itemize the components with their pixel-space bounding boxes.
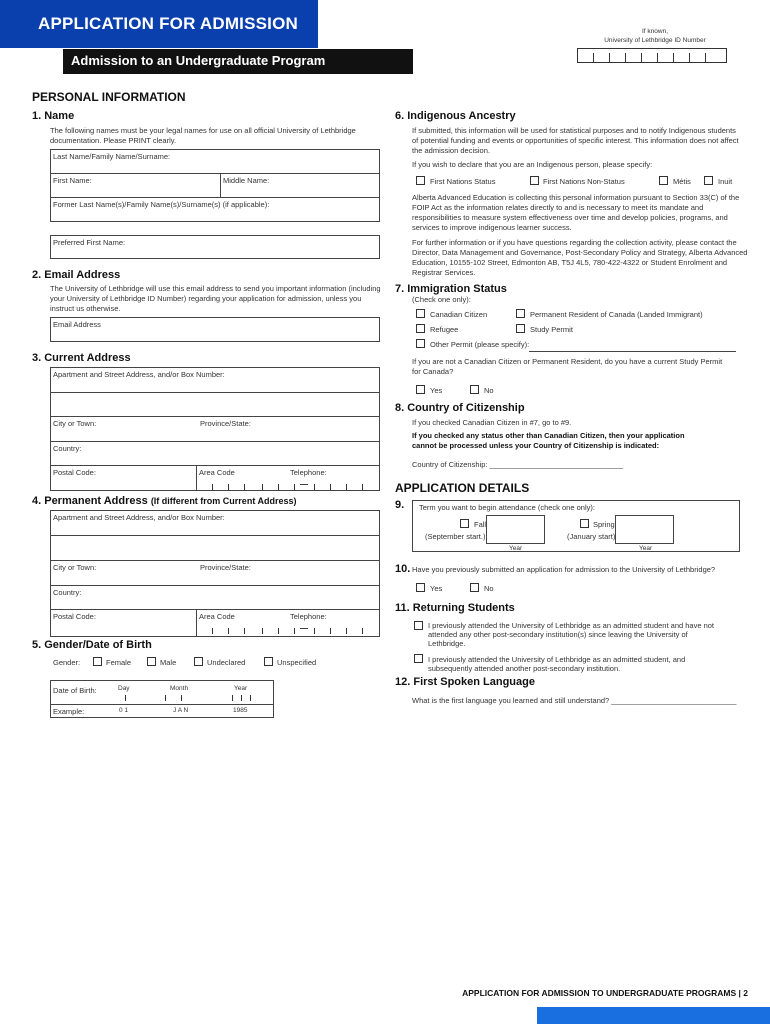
current-city-field[interactable]: City or Town: xyxy=(53,419,97,428)
divider xyxy=(50,535,380,536)
digit-divider xyxy=(262,484,263,490)
page-title: APPLICATION FOR ADMISSION xyxy=(38,14,298,33)
digit-divider xyxy=(278,484,279,490)
spring-checkbox[interactable] xyxy=(580,519,589,528)
first-name-field[interactable]: First Name: xyxy=(53,176,92,185)
divider xyxy=(50,392,380,393)
permanent-street-field[interactable]: Apartment and Street Address, and/or Box Number: xyxy=(53,513,225,522)
id-digit-divider xyxy=(705,53,706,62)
q2-text-line: your University of Lethbridge ID Number) regarding your application for admission, unless you xyxy=(50,294,362,303)
contact-line: Registrar Services. xyxy=(412,268,476,277)
divider xyxy=(196,465,197,491)
divider xyxy=(50,585,380,586)
gender-label: Gender: xyxy=(53,658,81,667)
digit-divider xyxy=(244,484,245,490)
foip-line: responsibilities to measure system effectiveness over time and develop policies, programs, and xyxy=(412,213,728,222)
q6-text-line: If submitted, this information will be used for statistical purposes and to notify Indigenous students xyxy=(412,126,736,135)
contact-line: Education, 10155-102 Street, Edmonton AB, T5J 4L5, 780-422-4322 or Student Enrolment and xyxy=(412,258,728,267)
last-name-field[interactable]: Last Name/Family Name/Surname: xyxy=(53,152,171,161)
current-postal-field[interactable]: Postal Code: xyxy=(53,468,96,477)
q6-heading: 6. Indigenous Ancestry xyxy=(395,110,516,122)
undeclared-checkbox[interactable] xyxy=(194,657,203,666)
id-label-line-2: University of Lethbridge ID Number xyxy=(604,37,706,44)
fall-sub-label: (September start.) xyxy=(425,532,486,541)
q4-heading xyxy=(32,495,297,507)
returning-with-other-checkbox[interactable] xyxy=(414,654,423,663)
q7-heading: 7. Immigration Status xyxy=(395,283,507,295)
q8-heading: 8. Country of Citizenship xyxy=(395,402,525,414)
permit-yes-checkbox[interactable] xyxy=(416,385,425,394)
divider xyxy=(50,704,274,705)
footer-bar xyxy=(537,1007,770,1024)
q4-title: 4. Permanent Address xyxy=(32,495,148,507)
digit-divider xyxy=(278,628,279,634)
term-instruction: Term you want to begin attendance (check one only): xyxy=(419,503,595,512)
fall-year-label: Year xyxy=(509,545,523,552)
returning-line: I previously attended the University of Lethbridge as an admitted student and have not xyxy=(428,621,715,630)
example-year: 1985 xyxy=(233,707,248,714)
undeclared-label: Undeclared xyxy=(207,658,246,667)
spring-label: Spring xyxy=(593,520,615,529)
inuit-checkbox[interactable] xyxy=(704,176,713,185)
previous-app-yes-checkbox[interactable] xyxy=(416,583,425,592)
id-digit-divider xyxy=(689,53,690,62)
permanent-city-field[interactable]: City or Town: xyxy=(53,563,97,572)
q1-heading: 1. Name xyxy=(32,110,75,122)
returning-with-other-text xyxy=(428,655,748,673)
divider xyxy=(196,609,197,637)
digit-divider xyxy=(262,628,263,634)
current-country-field[interactable]: Country: xyxy=(53,444,82,453)
first-nations-status-checkbox[interactable] xyxy=(416,176,425,185)
foip-notice xyxy=(412,193,757,233)
q5-heading: 5. Gender/Date of Birth xyxy=(32,639,152,651)
digit-divider xyxy=(250,695,251,701)
q9-number: 9. xyxy=(395,499,405,511)
digit-divider xyxy=(125,695,126,701)
permit-no-checkbox[interactable] xyxy=(470,385,479,394)
id-digit-divider xyxy=(609,53,610,62)
male-label: Male xyxy=(160,658,177,667)
foip-line: FOIP Act as the information relates directly to and is necessary to meet its mandate and xyxy=(412,203,704,212)
fall-checkbox[interactable] xyxy=(460,519,469,528)
example-day: 0 1 xyxy=(119,707,129,714)
digit-divider xyxy=(165,695,166,701)
digit-divider xyxy=(232,695,233,701)
digit-divider xyxy=(244,628,245,634)
spring-sub-label: (January start) xyxy=(567,532,616,541)
first-nations-non-status-label: First Nations Non-Status xyxy=(543,177,625,186)
digit-divider xyxy=(228,628,229,634)
previous-app-yes-label: Yes xyxy=(430,584,443,593)
first-nations-non-status-checkbox[interactable] xyxy=(530,176,539,185)
permanent-area-code-field[interactable]: Area Code xyxy=(199,612,235,621)
dob-year-field[interactable]: Year xyxy=(234,685,248,692)
email-field[interactable]: Email Address xyxy=(53,320,101,329)
female-checkbox[interactable] xyxy=(93,657,102,666)
study-permit-checkbox[interactable] xyxy=(516,324,525,333)
study-permit-label: Study Permit xyxy=(530,325,573,334)
unspecified-checkbox[interactable] xyxy=(264,657,273,666)
preferred-first-name-field[interactable]: Preferred First Name: xyxy=(53,238,126,247)
digit-divider xyxy=(362,628,363,634)
q8-warning-line: If you checked any status other than Canadian Citizen, then your application xyxy=(412,431,685,440)
dob-label: Date of Birth: xyxy=(53,686,97,695)
q1-text-line: The following names must be your legal names for use on all official University of Lethbridge xyxy=(50,126,356,135)
permanent-province-field[interactable]: Province/State: xyxy=(200,563,251,572)
divider xyxy=(50,560,380,561)
canadian-citizen-label: Canadian Citizen xyxy=(430,310,488,319)
metis-checkbox[interactable] xyxy=(659,176,668,185)
divider xyxy=(220,173,221,197)
id-number-label xyxy=(580,27,730,45)
study-permit-question xyxy=(412,357,757,377)
q12-heading: 12. First Spoken Language xyxy=(395,676,535,688)
permit-question-line: If you are not a Canadian Citizen or Permanent Resident, do you have a current Study Permit xyxy=(412,357,723,366)
q4-note: (If different from Current Address) xyxy=(150,496,297,506)
digit-divider xyxy=(330,484,331,490)
metis-label: Métis xyxy=(673,177,691,186)
q7-check-note: (Check one only): xyxy=(412,295,471,304)
current-telephone-field[interactable]: Telephone: xyxy=(290,468,327,477)
personal-info-heading: PERSONAL INFORMATION xyxy=(32,90,186,104)
contact-line: Director, Data Management and Governance, Post-Secondary Policy and Strategy, Alberta Advanced xyxy=(412,248,748,257)
fall-label: Fall xyxy=(474,520,487,529)
id-digit-divider xyxy=(641,53,642,62)
q3-heading: 3. Current Address xyxy=(32,352,131,364)
id-digit-divider xyxy=(625,53,626,62)
spring-year-label: Year xyxy=(639,545,653,552)
returning-line: Lethbridge. xyxy=(428,639,466,648)
page-footer: APPLICATION FOR ADMISSION TO UNDERGRADUATE PROGRAMS | 2 xyxy=(462,988,748,998)
digit-divider xyxy=(241,695,242,701)
dob-month-field[interactable]: Month xyxy=(170,685,189,692)
q2-text-line: instruct us otherwise. xyxy=(50,304,121,313)
female-label: Female xyxy=(106,658,132,667)
contact-notice xyxy=(412,238,757,278)
id-digit-divider xyxy=(593,53,594,62)
contact-line: For further information or if you have questions regarding the collection activity, please contact the xyxy=(412,238,737,247)
returning-line: attended any other post-secondary institution(s) since leaving the University of xyxy=(428,630,688,639)
digit-divider xyxy=(330,628,331,634)
other-permit-line[interactable] xyxy=(529,351,736,352)
q8-instruction: If you checked Canadian Citizen in #7, go to #9. xyxy=(412,418,572,427)
digit-divider xyxy=(314,484,315,490)
q1-text-line: documentation. Please PRINT clearly. xyxy=(50,136,177,145)
digit-divider xyxy=(294,628,295,634)
former-names-field[interactable]: Former Last Name(s)/Family Name(s)/Surname(s) (if applicable): xyxy=(53,200,270,209)
dob-day-field[interactable]: Day xyxy=(118,685,130,692)
digit-divider xyxy=(362,484,363,490)
q2-text-line: The University of Lethbridge will use this email address to send you important information (including xyxy=(50,284,381,293)
divider xyxy=(50,609,380,610)
q1-instructions xyxy=(50,126,356,146)
middle-name-field[interactable]: Middle Name: xyxy=(223,176,270,185)
id-digit-divider xyxy=(657,53,658,62)
current-street-field[interactable]: Apartment and Street Address, and/or Box Number: xyxy=(53,370,225,379)
permit-question-line: for Canada? xyxy=(412,367,454,376)
digit-divider xyxy=(228,484,229,490)
fall-year-box[interactable] xyxy=(486,515,545,544)
q6-declare-text: If you wish to declare that you are an Indigenous person, please specify: xyxy=(412,160,653,169)
q6-text-line: the admission decision. xyxy=(412,146,490,155)
permanent-resident-label: Permanent Resident of Canada (Landed Immigrant) xyxy=(530,310,703,319)
country-citizenship-field[interactable]: Country of Citizenship: ________________________________ xyxy=(412,460,624,469)
canadian-citizen-checkbox[interactable] xyxy=(416,309,425,318)
divider xyxy=(50,465,380,466)
digit-divider xyxy=(346,628,347,634)
digit-divider xyxy=(346,484,347,490)
returning-no-other-checkbox[interactable] xyxy=(414,621,423,630)
unspecified-label: Unspecified xyxy=(277,658,317,667)
q10-number: 10. xyxy=(395,563,411,575)
inuit-label: Inuit xyxy=(718,177,733,186)
digit-divider xyxy=(294,484,295,490)
divider xyxy=(50,173,380,174)
other-permit-label: Other Permit (please specify): xyxy=(430,340,530,349)
first-nations-status-label: First Nations Status xyxy=(430,177,496,186)
page-subtitle: Admission to an Undergraduate Program xyxy=(71,53,326,68)
q8-warning-line: cannot be processed unless your Country of Citizenship is indicated: xyxy=(412,441,660,450)
returning-line: I previously attended the University of Lethbridge as an admitted student, and xyxy=(428,655,686,664)
digit-divider xyxy=(181,695,182,701)
phone-dash xyxy=(300,484,308,485)
permit-no-label: No xyxy=(484,386,494,395)
permanent-telephone-field[interactable]: Telephone: xyxy=(290,612,327,621)
digit-divider xyxy=(314,628,315,634)
id-digit-divider xyxy=(673,53,674,62)
returning-line: subsequently attended another post-secondary institution. xyxy=(428,664,621,673)
application-details-heading: APPLICATION DETAILS xyxy=(395,481,530,495)
permit-yes-label: Yes xyxy=(430,386,443,395)
first-language-field[interactable]: What is the first language you learned and still understand? ______________________________ xyxy=(412,696,737,705)
divider xyxy=(50,197,380,198)
permanent-resident-checkbox[interactable] xyxy=(516,309,525,318)
example-label: Example: xyxy=(53,707,85,716)
q6-instructions xyxy=(412,126,757,156)
current-area-code-field[interactable]: Area Code xyxy=(199,468,235,477)
returning-no-other-text xyxy=(428,621,748,648)
permanent-postal-field[interactable]: Postal Code: xyxy=(53,612,96,621)
permanent-country-field[interactable]: Country: xyxy=(53,588,82,597)
example-month: J A N xyxy=(173,707,189,714)
other-permit-checkbox[interactable] xyxy=(416,339,425,348)
refugee-label: Refugee xyxy=(430,325,459,334)
id-label-line-1: If known, xyxy=(641,28,668,35)
refugee-checkbox[interactable] xyxy=(416,324,425,333)
previous-app-no-label: No xyxy=(484,584,494,593)
divider xyxy=(50,416,380,417)
q10-question: Have you previously submitted an application for admission to the University of Lethbridge? xyxy=(412,565,716,574)
foip-line: Alberta Advanced Education is collecting this personal information pursuant to Section 33(C) of the xyxy=(412,193,740,202)
divider xyxy=(50,441,380,442)
spring-year-box[interactable] xyxy=(615,515,674,544)
male-checkbox[interactable] xyxy=(147,657,156,666)
q2-heading: 2. Email Address xyxy=(32,269,121,281)
q11-heading: 11. Returning Students xyxy=(395,602,515,614)
current-province-field[interactable]: Province/State: xyxy=(200,419,251,428)
phone-dash xyxy=(300,628,308,629)
previous-app-no-checkbox[interactable] xyxy=(470,583,479,592)
q8-warning xyxy=(412,431,685,451)
q6-text-line: of potential funding and events or opportunities of specific interest. This information does not affect xyxy=(412,136,739,145)
foip-line: services to improve indigenous learner success. xyxy=(412,223,572,232)
digit-divider xyxy=(212,628,213,634)
q2-instructions xyxy=(50,284,385,314)
digit-divider xyxy=(212,484,213,490)
